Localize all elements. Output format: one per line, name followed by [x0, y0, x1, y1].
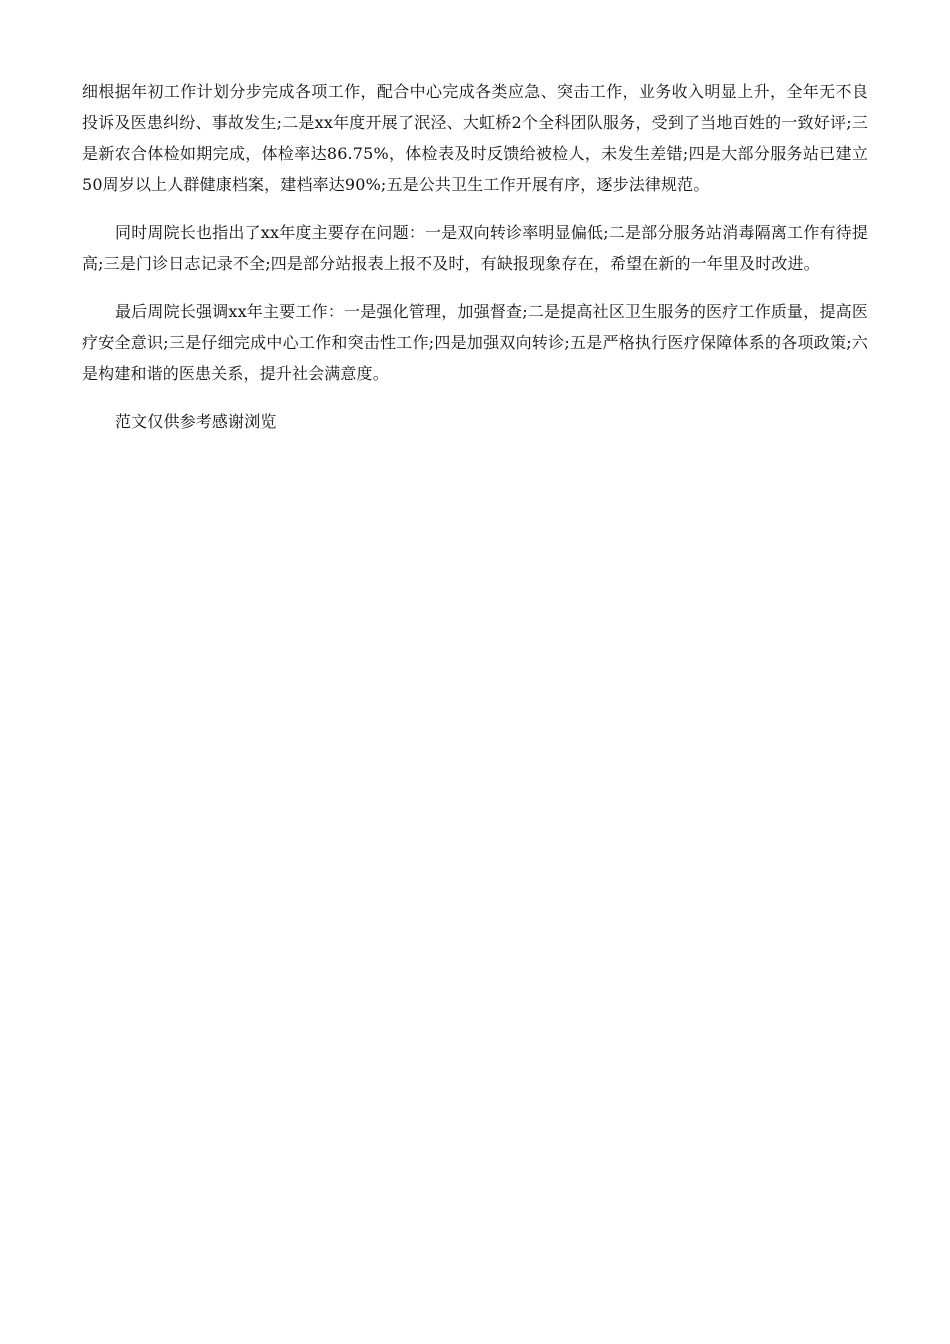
paragraph-problems: 同时周院长也指出了xx年度主要存在问题：一是双向转诊率明显偏低;二是部分服务站消毒隔离工作有待提高;三是门诊日志记录不全;四是部分站报表上报不及时，有缺报现象存在，希望在新的一年里及时改进。 — [82, 223, 868, 273]
paragraph-footer-note: 范文仅供参考感谢浏览 — [115, 412, 277, 431]
document-body — [82, 76, 868, 454]
paragraph-continuation: 细根据年初工作计划分步完成各项工作，配合中心完成各类应急、突击工作，业务收入明显上升，全年无不良投诉及医患纠纷、事故发生;二是xx年度开展了泯泾、大虹桥2个全科团队服务，受到了当地百姓的一致好评;三是新农合体检如期完成，体检率达86.75%，体检表及时反馈给被检人，未发生差错;四是大部分服务站已建立50周岁以上人群健康档案，建档率达90%;五是公共卫生工作开展有序，逐步法律规范。 — [82, 82, 868, 194]
paragraph-priorities: 最后周院长强调xx年主要工作：一是强化管理，加强督查;二是提高社区卫生服务的医疗工作质量，提高医疗安全意识;三是仔细完成中心工作和突击性工作;四是加强双向转诊;五是严格执行医疗保障体系的各项政策;六是构建和谐的医患关系，提升社会满意度。 — [82, 302, 868, 383]
